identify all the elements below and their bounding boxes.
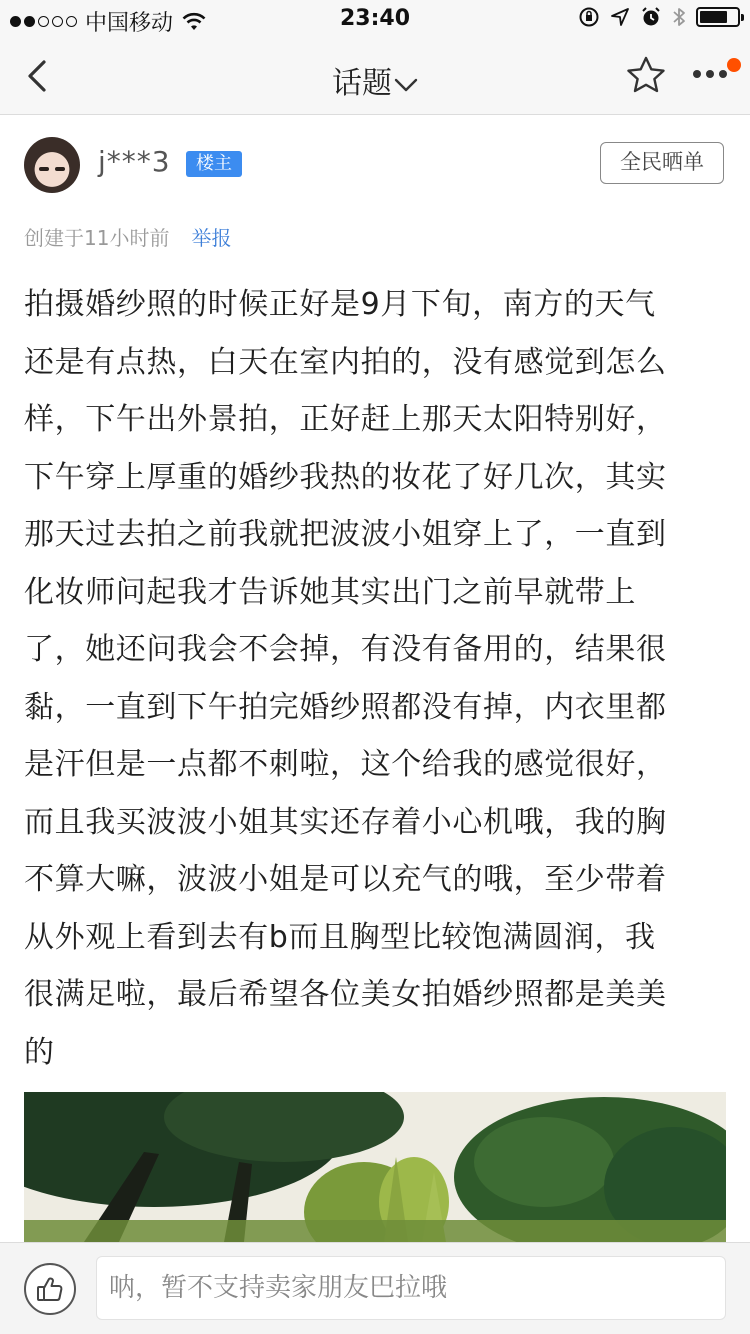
post-line: 下午穿上厚重的婚纱我热的妆花了好几次，其实 <box>24 459 667 495</box>
star-icon[interactable] <box>624 54 668 98</box>
avatar[interactable] <box>24 137 80 193</box>
status-bar <box>0 0 750 38</box>
username[interactable]: j***3 <box>98 145 171 178</box>
orientation-lock-icon <box>578 6 600 28</box>
bottom-bar <box>0 1242 750 1334</box>
post-line: 很满足啦，最后希望各位美女拍婚纱照都是美美 <box>24 977 667 1012</box>
bluetooth-icon <box>672 6 686 28</box>
alarm-icon <box>640 6 662 28</box>
post-meta <box>24 222 231 251</box>
report-link[interactable]: 举报 <box>191 226 232 250</box>
post-line: 从外观上看到去有b而且胸型比较饱满圆润，我 <box>24 919 656 955</box>
post-body <box>24 276 724 1081</box>
nav-bar <box>0 38 750 115</box>
battery-icon <box>696 7 740 27</box>
post-line: 拍摄婚纱照的时候正好是9月下旬，南方的天气 <box>24 287 656 322</box>
location-icon <box>610 7 630 27</box>
notification-dot <box>727 58 741 72</box>
trees-image <box>24 1092 726 1242</box>
carrier-name: 中国移动 <box>85 11 174 36</box>
post-line: 了，她还问我会不会掉，有没有备用的，结果很 <box>24 632 667 667</box>
post-image[interactable] <box>24 1092 726 1242</box>
post-line: 是汗但是一点都不刺啦，这个给我的感觉很好， <box>24 747 667 782</box>
status-right <box>578 6 740 28</box>
comment-input[interactable] <box>96 1256 726 1320</box>
post-line: 不算大嘛，波波小姐是可以充气的哦，至少带着 <box>24 862 667 897</box>
page-title-text: 话题 <box>332 66 392 101</box>
thumbs-up-icon <box>35 1274 65 1304</box>
post-line: 样，下午出外景拍，正好赶上那天太阳特别好， <box>24 402 667 437</box>
owner-badge: 楼主 <box>186 151 242 177</box>
created-time: 创建于11小时前 <box>24 226 170 250</box>
status-time: 23:40 <box>339 6 411 31</box>
post-line: 的 <box>24 1034 55 1070</box>
share-order-button[interactable]: 全民晒单 <box>600 142 724 184</box>
post-line: 化妆师问起我才告诉她其实出门之前早就带上 <box>24 574 636 610</box>
more-icon[interactable] <box>693 70 727 78</box>
like-button[interactable] <box>24 1263 76 1315</box>
post-line: 那天过去拍之前我就把波波小姐穿上了，一直到 <box>24 517 667 552</box>
post-line: 而且我买波波小姐其实还存着小心机哦，我的胸 <box>24 804 667 840</box>
post-line: 黏，一直到下午拍完婚纱照都没有掉，内衣里都 <box>24 689 667 725</box>
author-row <box>0 115 750 213</box>
chevron-down-icon <box>394 77 418 93</box>
post-line: 还是有点热，白天在室内拍的，没有感觉到怎么 <box>24 344 667 380</box>
